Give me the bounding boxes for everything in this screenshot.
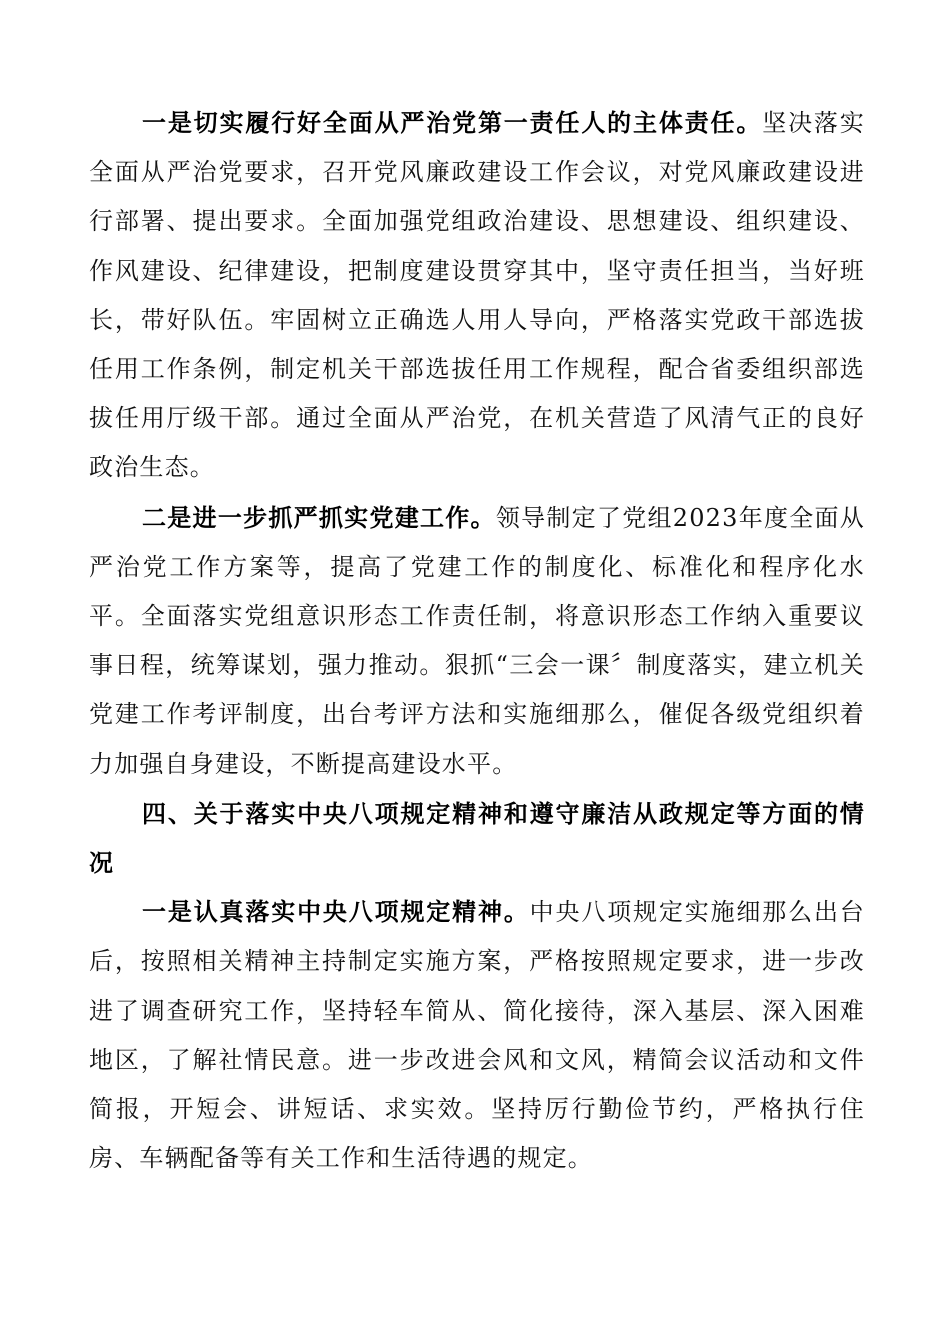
- section-heading: 四、关于落实中央八项规定精神和遵守廉洁从政规定等方面的情况: [89, 798, 865, 878]
- paragraph-body: 坚决落实全面从严治党要求，召开党风廉政建设工作会议，对党风廉政建设进行部署、提出要求。全面加强党组政治建设、思想建设、组织建设、作风建设、纪律建设，把制度建设贯穿其中，坚守责任担当，当好班长，带好队伍。牢固树立正确选人用人导向，严格落实党政干部选拔任用工作条例，制定机关干部选拔任用工作规程，配合省委组织部选拔任用厅级干部。通过全面从严治党，在机关营造了风清气正的良好政治生态。: [89, 109, 865, 482]
- paragraph-lead: 一是认真落实中央八项规定精神。: [142, 897, 530, 927]
- paragraph-party-building: [89, 493, 865, 789]
- paragraph-party-responsibility: [89, 98, 865, 493]
- document-page: [89, 98, 865, 1183]
- paragraph-body: 领导制定了党组2023年度全面从严治党工作方案等，提高了党建工作的制度化、标准化和程序化水平。全面落实党组意识形态工作责任制，将意识形态工作纳入重要议事日程，统筹谋划，强力推动。狠抓“三会一课〞制度落实，建立机关党建工作考评制度，出台考评方法和实施细那么，催促各级党组织着力加强自身建设，不断提高建设水平。: [89, 503, 865, 778]
- paragraph-body: 中央八项规定实施细那么出台后，按照相关精神主持制定实施方案，严格按照规定要求，进一步改进了调查研究工作，坚持轻车简从、简化接待，深入基层、深入困难地区，了解社情民意。进一步改进会风和文风，精简会议活动和文件简报，开短会、讲短话、求实效。坚持厉行勤俭节约，严格执行住房、车辆配备等有关工作和生活待遇的规定。: [89, 898, 866, 1173]
- paragraph-eight-regulations: [89, 887, 865, 1183]
- paragraph-lead: 一是切实履行好全面从严治党第一责任人的主体责任。: [142, 108, 763, 137]
- paragraph-lead: 二是进一步抓严抓实党建工作。: [142, 502, 496, 532]
